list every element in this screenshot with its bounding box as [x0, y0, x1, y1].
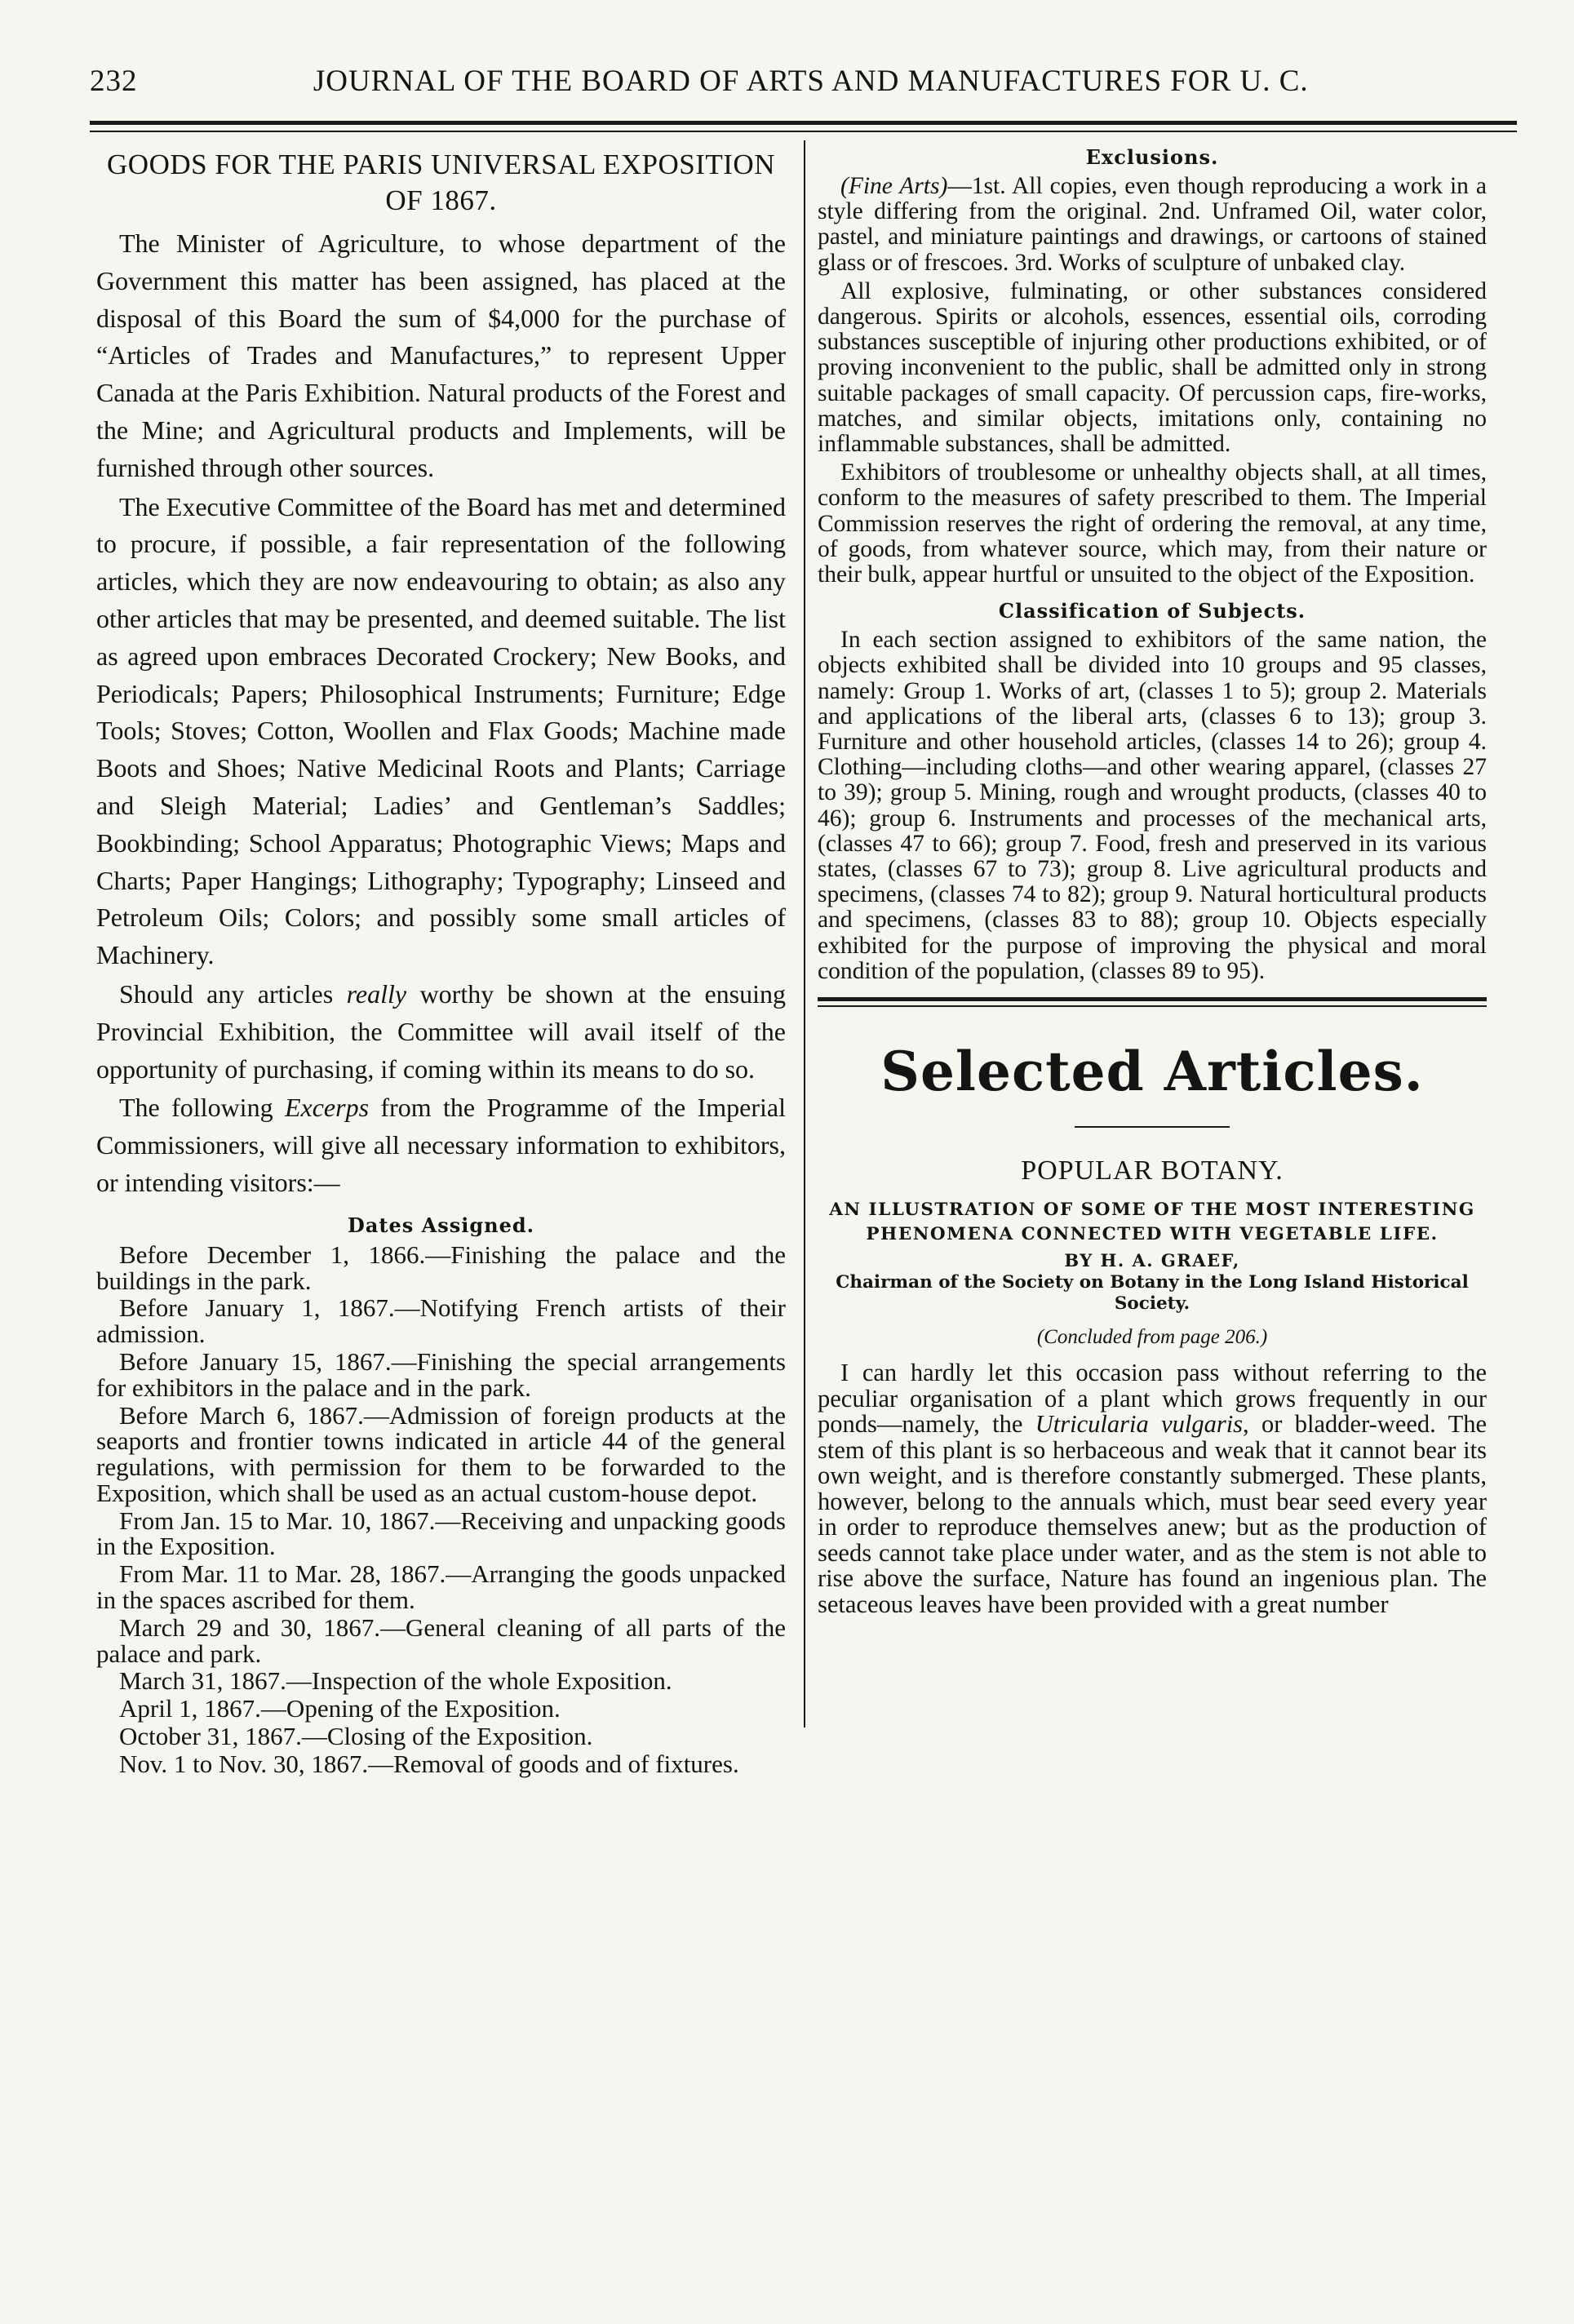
page-number: 232	[90, 64, 138, 98]
section-rule-thin	[818, 1005, 1487, 1007]
dates-heading: Dates Assigned.	[348, 1213, 534, 1237]
dates-list	[96, 1242, 786, 1777]
paragraph: Exhibitors of troublesome or unhealthy objects shall, at all times, conform to the measures of safety prescribed to them. The Imperial Commission reserves the right of ordering the removal, at any time, of goods, from whatever source, which may, from their nature or their bulk, appear hurtful or unsuited to the object of the Exposition.	[818, 459, 1487, 588]
exclusions-heading: Exclusions.	[1085, 145, 1219, 169]
paragraph: The following Excerps from the Programme of the Imperial Commissioners, will give all necessary information to exhibitors, or intending visitors:—	[96, 1093, 787, 1197]
paragraph: I can hardly let this occasion pass without referring to the peculiar organisation of a plant which grows frequently in our ponds—namely, the Utricularia vulgaris, or bladder-weed. The stem of this plant is so herbaceous and weak that it cannot bear its own weight, and is therefore constantly submerged. These plants, however, belong to the annuals which, must bear seed every year in order to reproduce themselves anew; but as the production of seeds cannot take place under water, and as the stem is not able to rise above the surface, Nature has found an ingenious plan. The setaceous leaves have been provided with a great number	[818, 1359, 1487, 1618]
article-byline: BY H. A. GRAEF,	[1064, 1250, 1240, 1271]
article-subtitle: AN ILLUSTRATION OF SOME OF THE MOST INTERESTING PHENOMENA CONNECTED WITH VEGETABLE LIFE.	[829, 1200, 1475, 1245]
date-entry: Before January 15, 1867.—Finishing the special arrangements for exhibitors in the palace and in the park.	[96, 1346, 786, 1402]
running-header	[90, 64, 1517, 99]
author-affiliation: Chairman of the Society on Botany in the Long Island Historical Society.	[836, 1272, 1469, 1315]
date-entry: March 31, 1867.—Inspection of the whole Exposition.	[119, 1666, 672, 1696]
header-rule-thin	[90, 131, 1517, 132]
article-title: POPULAR BOTANY.	[1021, 1155, 1284, 1186]
continuation-note: (Concluded from page 206.)	[1036, 1326, 1268, 1349]
article-heading-goods: GOODS FOR THE PARIS UNIVERSAL EXPOSITION OF 1867.	[107, 149, 775, 216]
date-entry: Before January 1, 1867.—Notifying French artists of their admission.	[96, 1293, 786, 1349]
paragraph: The Executive Committee of the Board has met and determined to procure, if possible, a fair representation of the following articles, which they are now endeavouring to obtain; as also any other articles that may be presented, and deemed suitable. The list as agreed upon embraces Decorated Crockery; New Books, and Periodicals; Papers; Philosophical Instruments; Furniture; Edge Tools; Stoves; Cotton, Woollen and Flax Goods; Machine made Boots and Shoes; Native Medicinal Roots and Plants; Carriage and Sleigh Material; Ladies’ and Gentleman’s Saddles; Bookbinding; School Apparatus; Photographic Views; Maps and Charts; Paper Hangings; Lithography; Typography; Linseed and Petroleum Oils; Colors; and possibly some small articles of Machinery.	[96, 491, 786, 970]
date-entry: April 1, 1867.—Opening of the Exposition.	[119, 1694, 561, 1723]
column-divider	[804, 140, 805, 1727]
paragraph: Should any articles really worthy be shown at the ensuing Provincial Exhibition, the Committee will avail itself of the opportunity of purchasing, if coming within its means to do so.	[96, 978, 787, 1084]
short-rule	[1075, 1126, 1230, 1128]
journal-title: JOURNAL OF THE BOARD OF ARTS AND MANUFACTURES FOR U. C.	[313, 64, 1309, 98]
exclusions-body	[818, 174, 1487, 588]
date-entry: From Mar. 11 to Mar. 28, 1867.—Arranging the goods unpacked in the spaces ascribed for them.	[96, 1559, 786, 1615]
date-entry: Nov. 1 to Nov. 30, 1867.—Removal of goods and of fixtures.	[119, 1749, 739, 1778]
date-entry: From Jan. 15 to Mar. 10, 1867.—Receiving and unpacking goods in the Exposition.	[96, 1506, 786, 1561]
goods-body	[96, 225, 786, 1202]
date-entry: Before March 6, 1867.—Admission of foreign products at the seaports and frontier towns indicated in article 44 of the general regulations, with permission for them to be forwarded to the Exposition, which shall be used as an actual custom-house depot.	[96, 1400, 786, 1507]
paragraph: (Fine Arts)—1st. All copies, even though reproducing a work in a style differing from the original. 2nd. Unframed Oil, water color, pastel, and miniature paintings and drawings, or cartoons of stained glass or of frescoes. 3rd. Works of sculpture of unbaked clay.	[818, 173, 1487, 276]
paragraph: In each section assigned to exhibitors of the same nation, the objects exhibited shall be divided into 10 groups and 95 classes, namely: Group 1. Works of art, (classes 1 to 5); group 2. Materials and applications of the liberal arts, (classes 6 to 13); group 3. Furniture and other household articles, (classes 14 to 26); group 4. Clothing—including cloths—and other wearing apparel, (classes 27 to 39); group 5. Mining, rough and wrought products, (classes 40 to 46); group 6. Instruments and processes of the mechanical arts, (classes 47 to 66); group 7. Food, fresh and preserved in its various states, (classes 67 to 73); group 8. Live agricultural products and specimens, (classes 74 to 82); group 9. Natural horticultural products and specimens, (classes 83 to 88); group 10. Objects especially exhibited for the purpose of improving the physical and moral condition of the population, (classes 89 to 95).	[818, 627, 1487, 984]
right-column	[818, 145, 1487, 1617]
date-entry: March 29 and 30, 1867.—General cleaning of all parts of the palace and park.	[96, 1612, 786, 1668]
left-column	[96, 145, 786, 1777]
header-rule-thick	[90, 121, 1517, 125]
selected-articles-heading: Selected Articles.	[880, 1040, 1424, 1104]
classification-body	[818, 628, 1487, 984]
date-entry: Before December 1, 1866.—Finishing the palace and the buildings in the park.	[96, 1240, 786, 1295]
paragraph: All explosive, fulminating, or other substances considered dangerous. Spirits or alcohols, essences, essential oils, corroding substances susceptible of injuring other productions exhibited, or of proving inconvenient to the public, shall be admitted only in strong suitable packages of small capacity. Of percussion caps, fire-works, matches, and similar objects, imitations only, containing no inflammable substances, shall be admitted.	[818, 277, 1487, 458]
classification-heading: Classification of Subjects.	[998, 599, 1306, 623]
section-rule-thick	[818, 997, 1487, 1001]
botany-body	[818, 1360, 1487, 1617]
paragraph: The Minister of Agriculture, to whose department of the Government this matter has been assigned, has placed at the disposal of this Board the sum of $4,000 for the purchase of “Articles of Trades and Manufactures,” to represent Upper Canada at the Paris Exhibition. Natural products of the Forest and the Mine; and Agricultural products and Implements, will be furnished through other sources.	[96, 228, 786, 482]
date-entry: October 31, 1867.—Closing of the Exposition.	[119, 1722, 593, 1751]
